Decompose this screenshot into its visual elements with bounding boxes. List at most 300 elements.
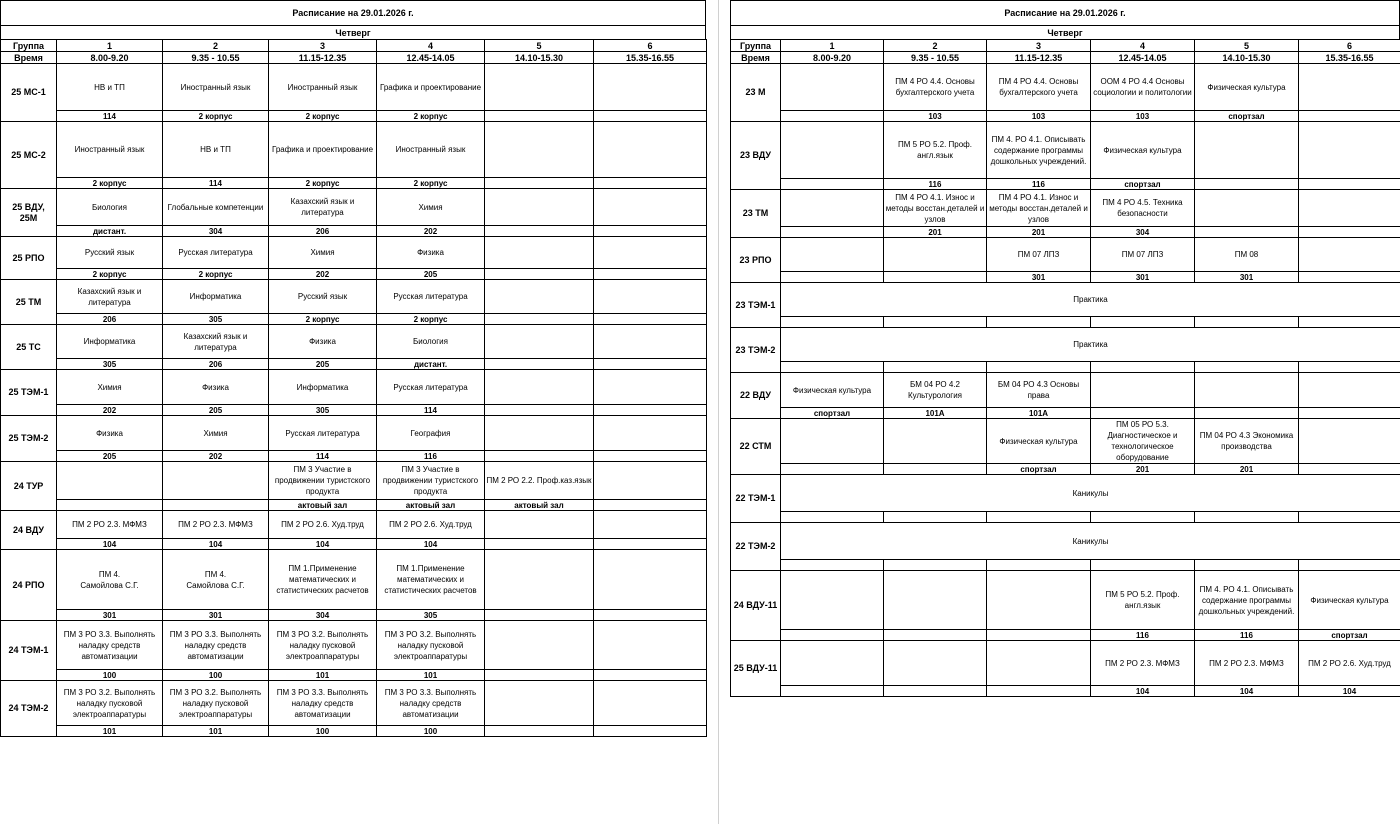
left-room-cell: 205: [377, 269, 485, 280]
left-time-slot-5: 14.10-15.30: [485, 52, 594, 64]
right-lesson-cell: [884, 641, 987, 686]
left-period-2: 2: [163, 40, 269, 52]
left-room-cell: [485, 314, 594, 325]
sheet-divider: [718, 0, 719, 824]
left-room-cell: 2 корпус: [163, 269, 269, 280]
right-room-cell: 301: [987, 272, 1091, 283]
right-room-cell: [1091, 512, 1195, 523]
left-lesson-cell: [485, 681, 594, 726]
left-lesson-cell: Физика: [377, 237, 485, 269]
left-room-cell: [594, 539, 707, 550]
left-lesson-cell: Русская литература: [377, 370, 485, 405]
right-schedule-table: [730, 39, 1400, 697]
left-room-cell: 100: [269, 726, 377, 737]
left-lesson-cell: ПМ 1.Применение математических и статистических расчетов: [377, 550, 485, 610]
right-lesson-cell: БМ 04 РО 4.3 Основы права: [987, 373, 1091, 408]
left-lesson-cell: [594, 122, 707, 178]
right-room-cell: [1299, 408, 1400, 419]
right-room-cell: [987, 630, 1091, 641]
right-room-cell: [987, 560, 1091, 571]
left-room-cell: 2 корпус: [269, 314, 377, 325]
right-lesson-cell: [781, 238, 884, 272]
right-room-cell: [781, 317, 884, 328]
right-room-cell: [1299, 272, 1400, 283]
left-lesson-cell: НВ и ТП: [57, 64, 163, 111]
right-room-cell: [1195, 560, 1299, 571]
left-room-cell: 101: [377, 670, 485, 681]
left-room-cell: 104: [377, 539, 485, 550]
left-room-cell: 2 корпус: [269, 111, 377, 122]
right-room-cell: 103: [884, 111, 987, 122]
right-lesson-cell: Физическая культура: [1299, 571, 1400, 630]
left-room-cell: 101: [57, 726, 163, 737]
right-time-slot-2: 9.35 - 10.55: [884, 52, 987, 64]
left-room-cell: 2 корпус: [377, 111, 485, 122]
left-period-3: 3: [269, 40, 377, 52]
right-room-cell: [884, 560, 987, 571]
right-room-cell: [781, 630, 884, 641]
left-lesson-cell: [485, 64, 594, 111]
left-room-cell: 301: [57, 610, 163, 621]
left-time-slot-1: 8.00-9.20: [57, 52, 163, 64]
right-lesson-cell: ПМ 4 РО 4.5. Техника безопасности: [1091, 190, 1195, 227]
left-lesson-cell: [594, 370, 707, 405]
left-room-cell: 114: [163, 178, 269, 189]
left-lesson-cell: [594, 237, 707, 269]
left-lesson-cell: Глобальные компетенции: [163, 189, 269, 226]
right-room-cell: [781, 111, 884, 122]
left-lesson-cell: [594, 325, 707, 359]
right-lesson-cell: Физическая культура: [1091, 122, 1195, 179]
right-lesson-cell: [1299, 238, 1400, 272]
left-room-cell: 202: [163, 451, 269, 462]
right-day-label: Четверг: [730, 25, 1400, 39]
left-room-cell: 202: [377, 226, 485, 237]
left-group-header: Группа: [1, 40, 57, 52]
right-lesson-cell: ООМ 4 РО 4.4 Основы социологии и политологии: [1091, 64, 1195, 111]
right-room-cell: [884, 272, 987, 283]
right-room-cell: [884, 630, 987, 641]
left-group-name: 25 ТЭМ-1: [1, 370, 57, 416]
left-room-cell: 114: [269, 451, 377, 462]
right-lesson-cell: [781, 641, 884, 686]
right-period-3: 3: [987, 40, 1091, 52]
left-group-name: 24 ТЭМ-1: [1, 621, 57, 681]
left-room-cell: дистант.: [57, 226, 163, 237]
right-room-cell: [1091, 560, 1195, 571]
right-room-cell: спортзал: [781, 408, 884, 419]
right-room-cell: [884, 512, 987, 523]
left-room-cell: [485, 111, 594, 122]
right-lesson-cell: [1299, 122, 1400, 179]
right-group-name: 22 ТЭМ-1: [731, 475, 781, 523]
right-group-name: 23 ТМ: [731, 190, 781, 238]
right-lesson-cell: ПМ 07 ЛПЗ: [987, 238, 1091, 272]
left-group-name: 24 ВДУ: [1, 511, 57, 550]
right-lesson-cell: ПМ 2 РО 2.6. Худ.труд: [1299, 641, 1400, 686]
left-lesson-cell: ПМ 4. Самойлова С.Г.: [57, 550, 163, 610]
left-room-cell: 2 корпус: [269, 178, 377, 189]
left-room-cell: [485, 610, 594, 621]
right-period-5: 5: [1195, 40, 1299, 52]
right-room-cell: спортзал: [1299, 630, 1400, 641]
right-room-cell: 101А: [987, 408, 1091, 419]
right-room-cell: [781, 227, 884, 238]
left-room-cell: 202: [269, 269, 377, 280]
left-lesson-cell: [594, 621, 707, 670]
left-lesson-cell: Биология: [377, 325, 485, 359]
right-room-cell: [1299, 560, 1400, 571]
right-room-cell: 201: [1195, 464, 1299, 475]
left-room-cell: [485, 726, 594, 737]
left-lesson-cell: [594, 64, 707, 111]
left-room-cell: 301: [163, 610, 269, 621]
left-lesson-cell: [485, 122, 594, 178]
left-room-cell: 2 корпус: [377, 314, 485, 325]
left-lesson-cell: [594, 280, 707, 314]
left-room-cell: [594, 178, 707, 189]
right-time-slot-4: 12.45-14.05: [1091, 52, 1195, 64]
left-room-cell: 305: [269, 405, 377, 416]
left-lesson-cell: ПМ 2 РО 2.3. МФМЗ: [163, 511, 269, 539]
right-lesson-cell: [1299, 419, 1400, 464]
left-lesson-cell: ПМ 3 РО 3.3. Выполнять наладку средств автоматизации: [57, 621, 163, 670]
right-time-slot-1: 8.00-9.20: [781, 52, 884, 64]
right-room-cell: 104: [1091, 686, 1195, 697]
left-period-5: 5: [485, 40, 594, 52]
left-room-cell: [594, 726, 707, 737]
left-lesson-cell: География: [377, 416, 485, 451]
right-merged-note: Практика: [781, 283, 1400, 317]
right-lesson-cell: [781, 419, 884, 464]
left-room-cell: 202: [57, 405, 163, 416]
left-group-name: 25 ТМ: [1, 280, 57, 325]
left-room-cell: [594, 610, 707, 621]
right-lesson-cell: ПМ 5 РО 5.2. Проф. англ.язык: [1091, 571, 1195, 630]
left-group-name: 25 РПО: [1, 237, 57, 280]
left-time-slot-2: 9.35 - 10.55: [163, 52, 269, 64]
right-lesson-cell: [1299, 190, 1400, 227]
left-lesson-cell: [485, 550, 594, 610]
left-lesson-cell: Русская литература: [377, 280, 485, 314]
right-room-cell: 116: [884, 179, 987, 190]
left-room-cell: [594, 451, 707, 462]
right-room-cell: [1091, 362, 1195, 373]
right-lesson-cell: [1195, 190, 1299, 227]
left-lesson-cell: [594, 681, 707, 726]
left-lesson-cell: ПМ 3 РО 3.2. Выполнять наладку пусковой электроаппаратуры: [163, 681, 269, 726]
right-lesson-cell: ПМ 4 РО 4.4. Основы бухгалтерского учета: [987, 64, 1091, 111]
left-lesson-cell: Русский язык: [269, 280, 377, 314]
right-lesson-cell: [781, 190, 884, 227]
left-room-cell: 206: [163, 359, 269, 370]
left-lesson-cell: Физика: [163, 370, 269, 405]
left-group-name: 24 ТЭМ-2: [1, 681, 57, 737]
right-lesson-cell: ПМ 4 РО 4.1. Износ и методы восстан.деталей и узлов: [987, 190, 1091, 227]
right-lesson-cell: ПМ 5 РО 5.2. Проф. англ.язык: [884, 122, 987, 179]
right-room-cell: [1091, 317, 1195, 328]
right-lesson-cell: [1195, 373, 1299, 408]
right-lesson-cell: [884, 419, 987, 464]
right-period-4: 4: [1091, 40, 1195, 52]
left-room-cell: [485, 226, 594, 237]
left-time-slot-4: 12.45-14.05: [377, 52, 485, 64]
right-lesson-cell: [884, 238, 987, 272]
right-lesson-cell: БМ 04 РО 4.2 Культурология: [884, 373, 987, 408]
right-lesson-cell: [1195, 122, 1299, 179]
left-lesson-cell: ПМ 2 РО 2.2. Проф.каз.язык: [485, 462, 594, 500]
left-room-cell: актовый зал: [377, 500, 485, 511]
right-room-cell: [1299, 512, 1400, 523]
left-room-cell: [594, 670, 707, 681]
right-time-slot-3: 11.15-12.35: [987, 52, 1091, 64]
left-lesson-cell: Иностранный язык: [57, 122, 163, 178]
right-group-name: 25 ВДУ-11: [731, 641, 781, 697]
right-room-cell: [781, 179, 884, 190]
left-room-cell: 101: [163, 726, 269, 737]
right-group-name: 22 ВДУ: [731, 373, 781, 419]
left-lesson-cell: Русская литература: [163, 237, 269, 269]
left-lesson-cell: Графика и проектирование: [269, 122, 377, 178]
right-room-cell: спортзал: [1091, 179, 1195, 190]
right-lesson-cell: Физическая культура: [1195, 64, 1299, 111]
right-room-cell: [884, 464, 987, 475]
right-lesson-cell: [1091, 373, 1195, 408]
left-group-name: 25 ТС: [1, 325, 57, 370]
left-room-cell: актовый зал: [269, 500, 377, 511]
right-room-cell: 301: [1091, 272, 1195, 283]
right-group-name: 22 СТМ: [731, 419, 781, 475]
right-group-name: 23 ТЭМ-2: [731, 328, 781, 373]
left-room-cell: 305: [163, 314, 269, 325]
left-room-cell: 2 корпус: [163, 111, 269, 122]
right-period-1: 1: [781, 40, 884, 52]
right-schedule-title: Расписание на 29.01.2026 г.: [730, 0, 1400, 25]
left-lesson-cell: Информатика: [269, 370, 377, 405]
left-lesson-cell: Казахский язык и литература: [57, 280, 163, 314]
right-room-cell: [987, 686, 1091, 697]
right-room-cell: 101А: [884, 408, 987, 419]
left-group-name: 25 ВДУ, 25М: [1, 189, 57, 237]
right-room-cell: 116: [1091, 630, 1195, 641]
left-lesson-cell: ПМ 3 РО 3.2. Выполнять наладку пусковой электроаппаратуры: [377, 621, 485, 670]
left-room-cell: 205: [57, 451, 163, 462]
left-room-cell: 205: [163, 405, 269, 416]
left-room-cell: 116: [377, 451, 485, 462]
right-room-cell: спортзал: [1195, 111, 1299, 122]
right-room-cell: 304: [1091, 227, 1195, 238]
right-room-cell: [1299, 227, 1400, 238]
left-lesson-cell: Физика: [57, 416, 163, 451]
right-room-cell: [781, 362, 884, 373]
left-lesson-cell: [594, 511, 707, 539]
left-lesson-cell: Химия: [163, 416, 269, 451]
left-room-cell: 304: [269, 610, 377, 621]
left-lesson-cell: ПМ 2 РО 2.6. Худ.труд: [269, 511, 377, 539]
right-room-cell: 104: [1195, 686, 1299, 697]
right-room-cell: [1299, 362, 1400, 373]
left-room-cell: 304: [163, 226, 269, 237]
left-room-cell: [485, 539, 594, 550]
left-lesson-cell: Биология: [57, 189, 163, 226]
left-group-name: 25 ТЭМ-2: [1, 416, 57, 462]
left-lesson-cell: [485, 280, 594, 314]
left-lesson-cell: ПМ 3 РО 3.3. Выполнять наладку средств автоматизации: [163, 621, 269, 670]
left-group-name: 25 МС-2: [1, 122, 57, 189]
right-room-cell: 201: [987, 227, 1091, 238]
right-lesson-cell: [781, 64, 884, 111]
right-lesson-cell: ПМ 08: [1195, 238, 1299, 272]
right-room-cell: спортзал: [987, 464, 1091, 475]
right-period-2: 2: [884, 40, 987, 52]
left-room-cell: 101: [269, 670, 377, 681]
right-room-cell: [987, 362, 1091, 373]
left-lesson-cell: ПМ 2 РО 2.6. Худ.труд: [377, 511, 485, 539]
right-room-cell: [781, 464, 884, 475]
left-lesson-cell: Информатика: [163, 280, 269, 314]
left-room-cell: 2 корпус: [57, 269, 163, 280]
right-room-cell: [987, 512, 1091, 523]
left-room-cell: [594, 226, 707, 237]
left-lesson-cell: ПМ 4. Самойлова С.Г.: [163, 550, 269, 610]
left-lesson-cell: ПМ 3 Участие в продвижении туристского продукта: [269, 462, 377, 500]
left-room-cell: 100: [377, 726, 485, 737]
right-group-name: 22 ТЭМ-2: [731, 523, 781, 571]
left-lesson-cell: [594, 416, 707, 451]
right-time-header: Время: [731, 52, 781, 64]
right-lesson-cell: [1299, 373, 1400, 408]
left-lesson-cell: [485, 416, 594, 451]
left-lesson-cell: ПМ 1.Применение математических и статистических расчетов: [269, 550, 377, 610]
right-room-cell: [1091, 408, 1195, 419]
right-lesson-cell: Физическая культура: [987, 419, 1091, 464]
right-room-cell: 201: [1091, 464, 1195, 475]
right-merged-note: Каникулы: [781, 475, 1400, 512]
left-room-cell: [57, 500, 163, 511]
left-lesson-cell: Иностранный язык: [163, 64, 269, 111]
left-room-cell: 206: [57, 314, 163, 325]
right-lesson-cell: [987, 641, 1091, 686]
left-room-cell: 305: [377, 610, 485, 621]
left-room-cell: 206: [269, 226, 377, 237]
left-lesson-cell: ПМ 3 РО 3.3. Выполнять наладку средств автоматизации: [269, 681, 377, 726]
left-room-cell: [485, 178, 594, 189]
left-room-cell: 100: [163, 670, 269, 681]
right-room-cell: [1299, 111, 1400, 122]
right-lesson-cell: ПМ 05 РО 5.3. Диагностическое и технологическое оборудование: [1091, 419, 1195, 464]
right-group-name: 23 М: [731, 64, 781, 122]
right-room-cell: 103: [987, 111, 1091, 122]
left-lesson-cell: НВ и ТП: [163, 122, 269, 178]
right-lesson-cell: Физическая культура: [781, 373, 884, 408]
left-lesson-cell: [594, 462, 707, 500]
right-lesson-cell: [987, 571, 1091, 630]
left-room-cell: [485, 405, 594, 416]
right-lesson-cell: ПМ 07 ЛПЗ: [1091, 238, 1195, 272]
left-room-cell: [594, 500, 707, 511]
right-room-cell: [1195, 227, 1299, 238]
left-period-6: 6: [594, 40, 707, 52]
right-room-cell: [1195, 179, 1299, 190]
left-lesson-cell: [57, 462, 163, 500]
left-schedule-title: Расписание на 29.01.2026 г.: [0, 0, 706, 25]
right-lesson-cell: ПМ 04 РО 4.3 Экономика производства: [1195, 419, 1299, 464]
right-room-cell: [1195, 512, 1299, 523]
right-room-cell: [884, 362, 987, 373]
right-room-cell: [1299, 464, 1400, 475]
right-room-cell: [781, 686, 884, 697]
left-room-cell: [485, 670, 594, 681]
left-lesson-cell: Русский язык: [57, 237, 163, 269]
left-room-cell: 104: [269, 539, 377, 550]
left-room-cell: дистант.: [377, 359, 485, 370]
right-room-cell: [1299, 317, 1400, 328]
right-schedule-sheet: [730, 0, 1400, 697]
right-room-cell: 116: [1195, 630, 1299, 641]
left-room-cell: 104: [57, 539, 163, 550]
right-room-cell: [781, 272, 884, 283]
left-room-cell: [594, 405, 707, 416]
right-room-cell: [781, 560, 884, 571]
left-room-cell: [594, 111, 707, 122]
right-room-cell: [884, 317, 987, 328]
right-room-cell: 104: [1299, 686, 1400, 697]
left-lesson-cell: ПМ 3 РО 3.2. Выполнять наладку пусковой электроаппаратуры: [269, 621, 377, 670]
left-room-cell: 205: [269, 359, 377, 370]
right-group-name: 24 ВДУ-11: [731, 571, 781, 641]
right-group-header: Группа: [731, 40, 781, 52]
left-lesson-cell: Казахский язык и литература: [269, 189, 377, 226]
left-room-cell: 114: [377, 405, 485, 416]
left-day-label: Четверг: [0, 25, 706, 39]
left-time-header: Время: [1, 52, 57, 64]
left-lesson-cell: Информатика: [57, 325, 163, 359]
right-time-slot-6: 15.35-16.55: [1299, 52, 1400, 64]
right-lesson-cell: [781, 122, 884, 179]
right-room-cell: 116: [987, 179, 1091, 190]
left-time-slot-6: 15.35-16.55: [594, 52, 707, 64]
right-merged-note: Каникулы: [781, 523, 1400, 560]
right-room-cell: [781, 512, 884, 523]
right-room-cell: [884, 686, 987, 697]
right-lesson-cell: [1299, 64, 1400, 111]
right-lesson-cell: ПМ 4. РО 4.1. Описывать содержание программы дошкольных учреждений.: [987, 122, 1091, 179]
left-period-4: 4: [377, 40, 485, 52]
right-room-cell: [987, 317, 1091, 328]
left-room-cell: 104: [163, 539, 269, 550]
left-lesson-cell: [485, 189, 594, 226]
left-lesson-cell: Физика: [269, 325, 377, 359]
right-group-name: 23 ТЭМ-1: [731, 283, 781, 328]
right-lesson-cell: ПМ 4 РО 4.4. Основы бухгалтерского учета: [884, 64, 987, 111]
right-group-name: 23 РПО: [731, 238, 781, 283]
left-room-cell: [594, 314, 707, 325]
left-room-cell: 100: [57, 670, 163, 681]
right-lesson-cell: ПМ 2 РО 2.3. МФМЗ: [1195, 641, 1299, 686]
left-lesson-cell: Казахский язык и литература: [163, 325, 269, 359]
right-room-cell: [1195, 408, 1299, 419]
left-lesson-cell: [485, 511, 594, 539]
left-room-cell: 2 корпус: [57, 178, 163, 189]
right-lesson-cell: [884, 571, 987, 630]
left-lesson-cell: ПМ 3 РО 3.2. Выполнять наладку пусковой электроаппаратуры: [57, 681, 163, 726]
left-lesson-cell: [594, 550, 707, 610]
left-group-name: 24 ТУР: [1, 462, 57, 511]
right-period-6: 6: [1299, 40, 1400, 52]
left-lesson-cell: [485, 325, 594, 359]
left-lesson-cell: Химия: [57, 370, 163, 405]
right-lesson-cell: ПМ 2 РО 2.3. МФМЗ: [1091, 641, 1195, 686]
